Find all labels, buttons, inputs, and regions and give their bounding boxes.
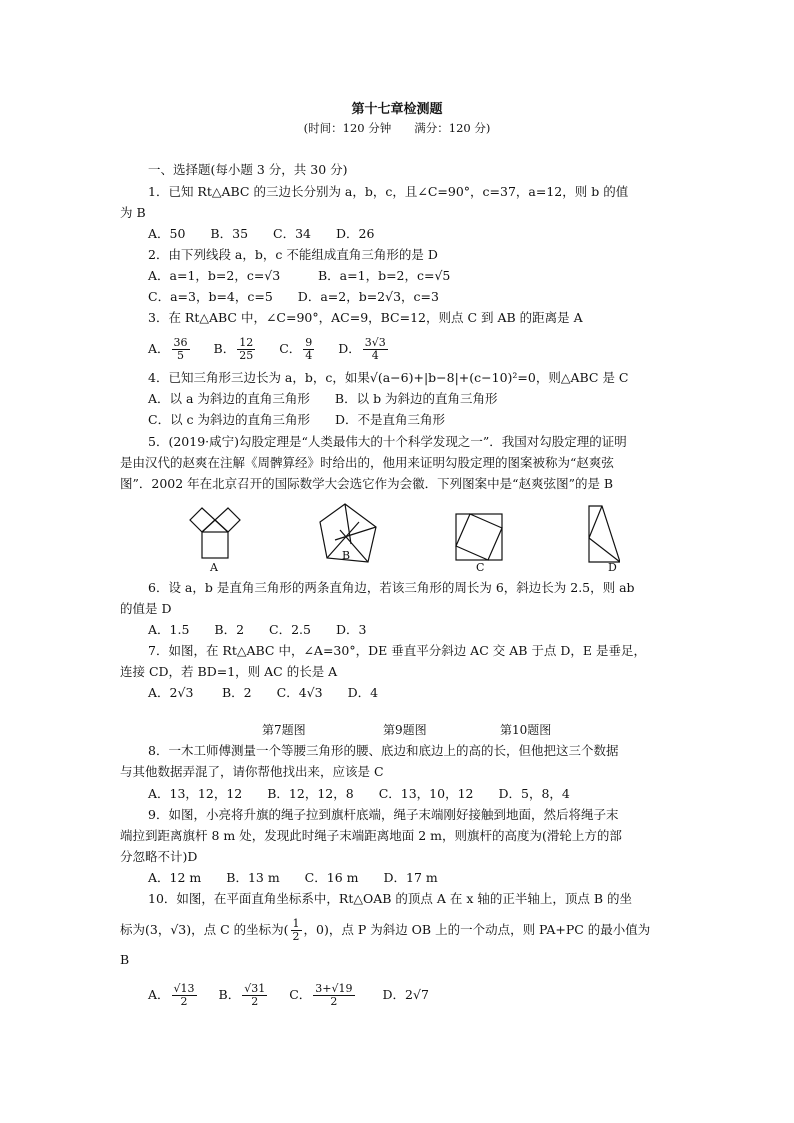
q5-label-a: A (210, 561, 218, 574)
q10-a-label: A． (148, 987, 170, 1002)
q10-options (148, 978, 429, 1012)
q5-stem: 5．(2019·咸宁)勾股定理是“人类最伟大的十个科学发现之一”．我国对勾股定理的证明 (148, 434, 627, 449)
q4-options-cd: C．以 c 为斜边的直角三角形 D．不是直角三角形 (148, 412, 446, 427)
q10-c-fraction: $\frac{1}{2}$ (292, 917, 300, 943)
q10-a-fraction: $\frac{√13}{2}$ (173, 982, 195, 1008)
page-subtitle: (时间：120 分钟 满分：120 分) (303, 121, 491, 135)
q9-options: A．12 m B．13 m C．16 m D．17 m (148, 870, 438, 885)
q10-b-fraction: $\frac{√31}{2}$ (244, 982, 266, 1008)
q8-stem: 8．一木工师傅测量一个等腰三角形的腰、底边和底边上的高的长，但他把这三个数据 (148, 743, 619, 758)
q5-figure-a (190, 508, 240, 558)
q5-stem-cont2: 图”．2002 年在北京召开的国际数学大会选它作为会徽．下列图案中是“赵爽弦图”的是 B (120, 476, 614, 491)
q5-figures (180, 500, 620, 576)
q3-stem: 3．在 Rt△ABC 中，∠C=90°，AC=9，BC=12，则点 C 到 AB 的距离是 A (148, 310, 583, 325)
q10-stem-cont (120, 914, 650, 946)
q5-figure-d (589, 506, 620, 562)
q10-stem-post: ，0)，点 P 为斜边 OB 上的一个动点，则 PA+PC 的最小值为 (303, 922, 651, 937)
q7-stem-cont: 连接 CD，若 BD=1，则 AC 的长是 A (120, 664, 338, 679)
caption-q10: 第10题图 (500, 723, 552, 737)
q10-d-option: D．2√7 (382, 987, 429, 1002)
q3-c-label: C． (279, 341, 302, 356)
q3-a-label: A． (148, 341, 170, 356)
page-title: 第十七章检测题 (351, 102, 443, 117)
q10-stem: 10．如图，在平面直角坐标系中，Rt△OAB 的顶点 A 在 x 轴的正半轴上，顶点 B 的坐 (148, 891, 632, 906)
q5-stem-cont1: 是由汉代的赵爽在注解《周髀算经》时给出的，他用来证明勾股定理的图案被称为“赵爽弦 (120, 455, 614, 470)
q9-stem-cont2: 分忽略不计)D (120, 849, 198, 864)
q6-stem-cont: 的值是 D (120, 601, 172, 616)
q2-options-cd: C．a=3，b=4，c=5 D．a=2，b=2√3，c=3 (148, 289, 439, 304)
q1-stem: 1．已知 Rt△ABC 的三边长分别为 a，b，c，且∠C=90°，c=37，a=12，则 b 的值 (148, 184, 629, 199)
q5-label-d: D (608, 561, 617, 574)
q6-stem: 6．设 a，b 是直角三角形的两条直角边，若该三角形的周长为 6，斜边长为 2.5，则 ab (148, 580, 635, 595)
q3-a-fraction: $\frac{36}{5}$ (173, 336, 188, 362)
q10-c-fraction-opt: $\frac{3+√19}{2}$ (315, 982, 353, 1008)
section-heading: 一、选择题(每小题 3 分，共 30 分) (148, 162, 348, 177)
q3-options (148, 332, 390, 366)
caption-q9: 第9题图 (383, 723, 427, 737)
q7-option-a: A．2√3 (148, 685, 194, 700)
q10-b-label: B． (218, 987, 241, 1002)
q8-options: A．13，12，12 B．12，12，8 C．13，10，12 D．5，8，4 (148, 786, 570, 801)
q9-stem-cont1: 端拉到距离旗杆 8 m 处，发现此时绳子末端距离地面 2 m，则旗杆的高度为(滑轮上方的部 (120, 828, 622, 843)
q5-label-b: B (342, 549, 351, 562)
q3-b-label: B． (213, 341, 236, 356)
q4-stem: 4．已知三角形三边长为 a，b，c，如果√(a−6)+|b−8|+(c−10)²=0，则△ABC 是 C (148, 370, 629, 385)
q7-stem: 7．如图，在 Rt△ABC 中，∠A=30°，DE 垂直平分斜边 AC 交 AB 于点 D，E 是垂足， (148, 643, 646, 658)
q4-options-ab: A．以 a 为斜边的直角三角形 B．以 b 为斜边的直角三角形 (148, 391, 498, 406)
q3-d-label: D． (338, 341, 361, 356)
q10-stem-pre: 标为(3，√3)，点 C 的坐标为( (120, 922, 289, 937)
q10-answer: B (120, 952, 130, 967)
q3-d-fraction: $\frac{3√3}{4}$ (364, 336, 386, 362)
q2-option-a: A．a=1，b=2，c=√3 (148, 268, 281, 283)
q5-figure-c (456, 514, 502, 560)
caption-q7: 第7题图 (262, 723, 306, 737)
q7-options-rest: B．2 C．4√3 D．4 (222, 685, 379, 700)
q3-b-fraction: $\frac{12}{25}$ (239, 336, 254, 362)
q3-c-fraction: $\frac{9}{4}$ (305, 336, 313, 362)
q6-options: A．1.5 B．2 C．2.5 D．3 (148, 622, 367, 637)
q10-c-label: C． (289, 987, 312, 1002)
q8-stem-cont: 与其他数据弄混了，请你帮他找出来，应该是 C (120, 764, 384, 779)
q2-stem: 2．由下列线段 a，b，c 不能组成直角三角形的是 D (148, 247, 438, 262)
q9-stem: 9．如图，小亮将升旗的绳子拉到旗杆底端，绳子末端刚好接触到地面，然后将绳子末 (148, 807, 619, 822)
q5-label-c: C (476, 561, 485, 574)
q2-option-b: B．a=1，b=2，c=√5 (318, 268, 451, 283)
q1-stem-cont: 为 B (120, 205, 146, 220)
q1-options: A．50 B．35 C．34 D．26 (148, 226, 375, 241)
